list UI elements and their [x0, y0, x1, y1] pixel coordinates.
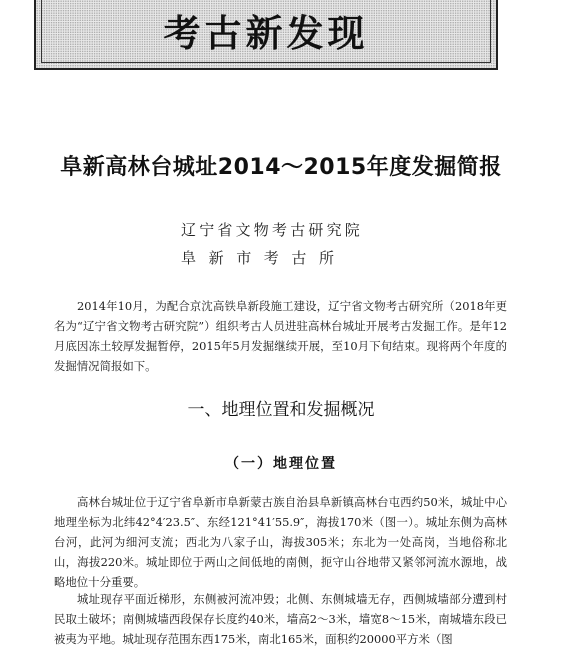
subsection-heading: （一）地理位置: [225, 456, 337, 472]
column-header-banner: [34, 0, 498, 70]
intro-paragraph: 2014年10月，为配合京沈高铁阜新段施工建设，辽宁省文物考古研究所（2018年更名为“辽宁省文物考古研究院”）组织考古人员进驻高林台城址开展考古发掘工作。是年12月底因冻土较厚发掘暂停，2015年5月发掘继续开展，至10月下旬结束。现将两个年度的发掘情况简报如下。: [54, 299, 507, 373]
article-title: 阜新高林台城址2014～2015年度发掘简报: [60, 155, 502, 180]
body-paragraph: 城址现存平面近梯形，东侧被河流冲毁；北侧、东侧城墙无存，西侧城墙部分遭到村民取土破坏；南侧城墙西段保存长度约40米，墙高2～3米，墙宽8～15米，南城墙东段已被夷为平地。城址现存范围东西175米，南北165米，面积约20000平方米（图: [54, 592, 507, 646]
section-heading: 一、地理位置和发掘概况: [187, 400, 375, 420]
author-affiliation-1: 辽宁省文物考古研究院: [181, 221, 364, 239]
body-paragraph: 高林台城址位于辽宁省阜新市阜新蒙古族自治县阜新镇高林台屯西约50米，城址中心地理坐标为北纬42°4′23.5″、东经121°41′55.9″，海拔170米（图一）。城址东侧为高林台河，此河为细河支流；西北为八家子山，海拔305米；东北为一处高岗，当地俗称北山，海拔220米。城址即位于两山之间低地的南侧，扼守山谷地带又紧邻河流水源地，战略地位十分重要。: [54, 495, 507, 589]
column-title: 考古新发现: [163, 12, 369, 55]
author-affiliation-2: 阜新市考古所: [181, 249, 347, 267]
